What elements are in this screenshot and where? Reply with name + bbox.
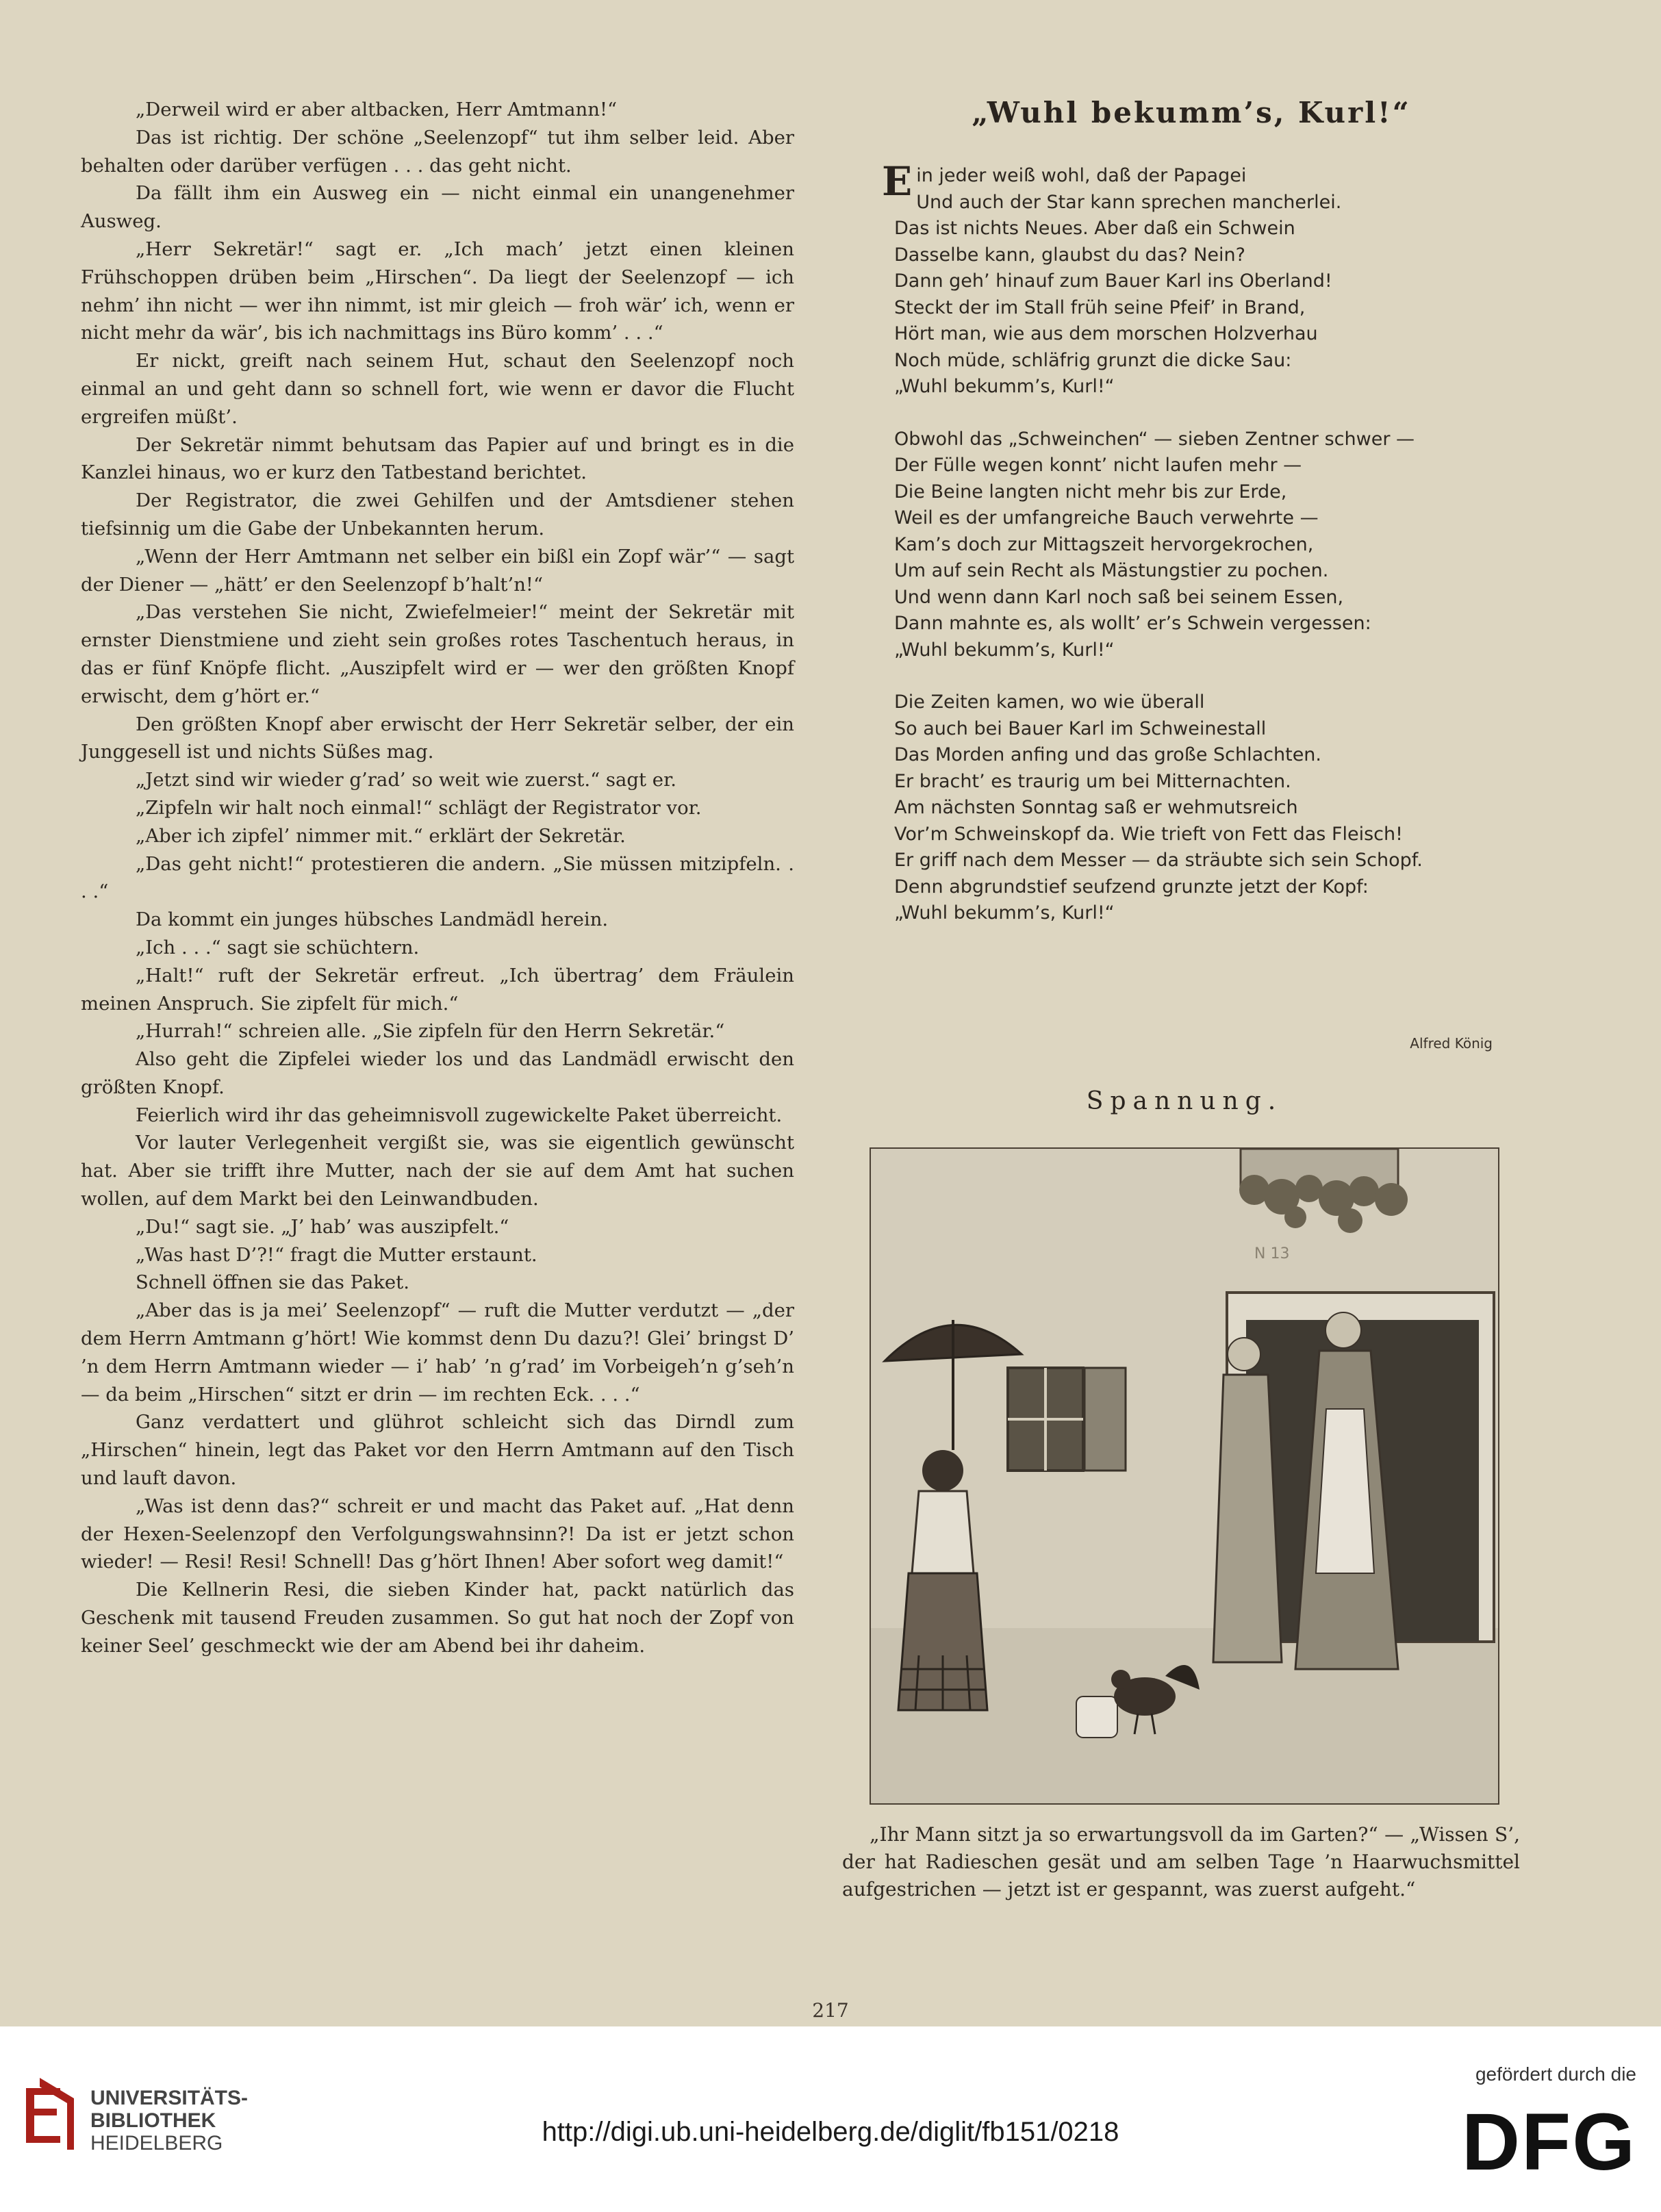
- poem-body: [882, 158, 1510, 953]
- story-paragraph: „Aber das is ja mei’ Seelenzopf“ — ruft die Mutter verdutzt — „der dem Herrn Amtmann g’hört! Wie kommst denn Du dazu?! Glei’ bringst D’ ’n dem Herrn Amtmann wieder — i’ hab’ ’n g’rad’ im Vorbeigeh’n g’seh’n — da beim „Hirschen“ sitzt er drin — im rechten Eck. . . .“: [81, 1299, 794, 1406]
- poem-line: Und wenn dann Karl noch saß bei seinem Essen,: [894, 586, 1344, 608]
- sponsor-label: gefördert durch die: [1475, 2063, 1636, 2085]
- story-paragraph: „Derweil wird er aber altbacken, Herr Amtmann!“: [136, 99, 618, 120]
- poem-line: Vor’m Schweinskopf da. Wie trieft von Fett das Fleisch!: [894, 823, 1403, 845]
- poem-line: Die Beine langten nicht mehr bis zur Erde,: [894, 481, 1287, 503]
- poem-line: Am nächsten Sonntag saß er wehmutsreich: [894, 797, 1298, 818]
- story-paragraph: „Halt!“ ruft der Sekretär erfreut. „Ich übertrag’ dem Fräulein meinen Anspruch. Sie zipfelt für mich.“: [81, 964, 794, 1015]
- caption-text: „Ihr Mann sitzt ja so erwartungsvoll da im Garten?“ — „Wissen S’, der hat Radieschen gesät und am selben Tage ’n Haarwuchsmittel aufgestrichen — jetzt ist er gespannt, was zuerst aufgeht.“: [842, 1823, 1520, 1900]
- poem-line: Weil es der umfangreiche Bauch verwehrte —: [894, 507, 1319, 529]
- story-paragraph: Das ist richtig. Der schöne „Seelenzopf“ tut ihm selber leid. Aber behalten oder darüber verfügen . . . das geht nicht.: [81, 126, 794, 177]
- poem-line: Die Zeiten kamen, wo wie überall: [894, 691, 1205, 713]
- story-paragraph: Also geht die Zipfelei wieder los und das Landmädl erwischt den größten Knopf.: [81, 1048, 794, 1098]
- story-paragraph: „Zipfeln wir halt noch einmal!“ schlägt der Registrator vor.: [136, 796, 702, 819]
- story-paragraph: Da fällt ihm ein Ausweg ein — nicht einmal ein unangenehmer Ausweg.: [81, 182, 794, 233]
- poem-line: So auch bei Bauer Karl im Schweinestall: [894, 717, 1267, 739]
- story-paragraph: „Was hast D’?!“ fragt die Mutter erstaunt.: [136, 1243, 537, 1266]
- poem-line: Und auch der Star kann sprechen mancherlei.: [916, 191, 1342, 213]
- university-library-name[interactable]: UNIVERSITÄTS- BIBLIOTHEK HEIDELBERG: [90, 2087, 249, 2154]
- story-paragraph: Vor lauter Verlegenheit vergißt sie, was sie eigentlich gewünscht hat. Aber sie trifft ihre Mutter, nach der sie auf dem Amt hat suchen wollen, auf dem Markt bei den Leinwandbuden.: [81, 1132, 794, 1210]
- story-paragraph: „Herr Sekretär!“ sagt er. „Ich mach’ jetzt einen kleinen Frühschoppen drüben beim „Hirschen“. Da liegt der Seelenzopf — ich nehm’ ihn nicht — wer ihn nimmt, ist mir gleich — froh wär’ ich, wenn er nicht mehr da wär’, bis ich nachmittags ins Büro komm’ . . .“: [81, 238, 794, 344]
- story-paragraph: „Du!“ sagt sie. „J’ hab’ was auszipfelt.“: [136, 1215, 509, 1238]
- illustration-image: [870, 1147, 1499, 1805]
- poem-stanza: [882, 158, 1510, 401]
- story-paragraph: „Das geht nicht!“ protestieren die andern. „Sie müssen mitzipfeln. . . .“: [81, 852, 794, 903]
- poem-refrain: „Wuhl bekumm’s, Kurl!“: [894, 902, 1115, 924]
- story-column: [81, 96, 794, 1660]
- illustration-caption: [842, 1821, 1520, 1903]
- dfg-logo[interactable]: DFG: [1461, 2097, 1636, 2187]
- poem-line: Er griff nach dem Messer — da sträubte sich sein Schopf.: [894, 850, 1423, 871]
- story-paragraph: Feierlich wird ihr das geheimnisvoll zugewickelte Paket überreicht.: [136, 1104, 783, 1126]
- poem-line: Er bracht’ es traurig um bei Mitternachten.: [894, 770, 1291, 792]
- story-paragraph: „Wenn der Herr Amtmann net selber ein bißl ein Zopf wär’“ — sagt der Diener — „hätt’ er den Seelenzopf b’halt’n!“: [81, 545, 794, 596]
- poem-stanza: [894, 427, 1510, 664]
- story-paragraph: „Hurrah!“ schreien alle. „Sie zipfeln für den Herrn Sekretär.“: [136, 1020, 725, 1043]
- viewer-footer: [0, 2026, 1661, 2212]
- poem-title: „Wuhl bekumm’s, Kurl!“: [972, 96, 1411, 129]
- poem-line: Noch müde, schläfrig grunzt die dicke Sau:: [894, 349, 1292, 371]
- poem-line: Denn abgrundstief seufzend grunzte jetzt der Kopf:: [894, 876, 1369, 898]
- house-number: N 13: [1254, 1245, 1290, 1262]
- poem-line: Steckt der im Stall früh seine Pfeif’ in Brand,: [894, 296, 1306, 318]
- story-paragraph: Da kommt ein junges hübsches Landmädl herein.: [136, 908, 609, 931]
- story-paragraph: Der Sekretär nimmt behutsam das Papier auf und bringt es in die Kanzlei hinaus, wo er kurz den Tatbestand berichtet.: [81, 433, 794, 484]
- poem-line: Kam’s doch zur Mittagszeit hervorgekrochen,: [894, 533, 1314, 555]
- story-paragraph: „Aber ich zipfel’ nimmer mit.“ erklärt der Sekretär.: [136, 824, 626, 847]
- story-paragraph: „Ich . . .“ sagt sie schüchtern.: [136, 936, 420, 958]
- poem-line: Das Morden anfing und das große Schlachten.: [894, 744, 1322, 765]
- poem-line: Um auf sein Recht als Mästungstier zu pochen.: [894, 560, 1329, 581]
- poem-line: Dann geh’ hinauf zum Bauer Karl ins Oberland!: [894, 270, 1332, 292]
- story-paragraph: Schnell öffnen sie das Paket.: [136, 1271, 409, 1294]
- poem-stanza: [894, 689, 1510, 927]
- section-heading: Spannung.: [1086, 1087, 1283, 1115]
- poem-refrain: „Wuhl bekumm’s, Kurl!“: [894, 639, 1115, 661]
- story-paragraph: „Das verstehen Sie nicht, Zwiefelmeier!“ meint der Sekretär mit ernster Dienstmiene und zieht sein großes rotes Taschentuch heraus, in das er fünf Knöpfe flicht. „Auszipfelt wird er — wer den größten Knopf erwischt, dem g’hört er.“: [81, 601, 794, 707]
- poem-line: Dasselbe kann, glaubst du das? Nein?: [894, 244, 1245, 266]
- story-paragraph: Den größten Knopf aber erwischt der Herr Sekretär selber, der ein Junggesell ist und nichts Süßes mag.: [81, 713, 794, 763]
- page-number: 217: [812, 1999, 849, 2022]
- poem-line: Hört man, wie aus dem morschen Holzverhau: [894, 323, 1318, 344]
- story-paragraph: Ganz verdattert und glührot schleicht sich das Dirndl zum „Hirschen“ hinein, legt das Paket vor den Herrn Amtmann auf den Tisch und lauft davon.: [81, 1411, 794, 1490]
- story-paragraph: Die Kellnerin Resi, die sieben Kinder hat, packt natürlich das Geschenk mit tausend Freuden zusammen. So gut hat noch der Zopf von keiner Seel’ geschmeckt wie der am Abend bei ihr daheim.: [81, 1579, 794, 1657]
- poem-line: Obwohl das „Schweinchen“ — sieben Zentner schwer —: [894, 428, 1415, 450]
- story-paragraph: Er nickt, greift nach seinem Hut, schaut den Seelenzopf noch einmal an und geht dann so schnell fort, wie wenn er davor die Flucht ergreifen müßt’.: [81, 350, 794, 428]
- story-paragraph: „Was ist denn das?“ schreit er und macht das Paket auf. „Hat denn der Hexen-Seelenzopf den Verfolgungswahnsinn?! Da ist er jetzt schon wieder! — Resi! Resi! Schnell! Das g’hört Ihnen! Aber sofort weg damit!“: [81, 1495, 794, 1573]
- poem-refrain: „Wuhl bekumm’s, Kurl!“: [894, 376, 1115, 397]
- dropcap-letter: E: [882, 158, 913, 205]
- poem-line: Dann mahnte es, als wollt’ er’s Schwein vergessen:: [894, 613, 1371, 634]
- poem-author: Alfred König: [1410, 1035, 1493, 1052]
- story-paragraph: Der Registrator, die zwei Gehilfen und der Amtsdiener stehen tiefsinnig um die Gabe der Unbekannten herum.: [81, 490, 794, 539]
- poem-line: Der Fülle wegen konnt’ nicht laufen mehr —: [894, 455, 1302, 476]
- poem-line: Ein jeder weiß wohl, daß der Papagei: [882, 158, 1247, 205]
- story-paragraph: „Jetzt sind wir wieder g’rad’ so weit wie zuerst.“ sagt er.: [136, 769, 676, 791]
- permalink-url[interactable]: http://digi.ub.uni-heidelberg.de/diglit/fb151/0218: [542, 2117, 1119, 2147]
- poem-line: Das ist nichts Neues. Aber daß ein Schwein: [894, 218, 1295, 239]
